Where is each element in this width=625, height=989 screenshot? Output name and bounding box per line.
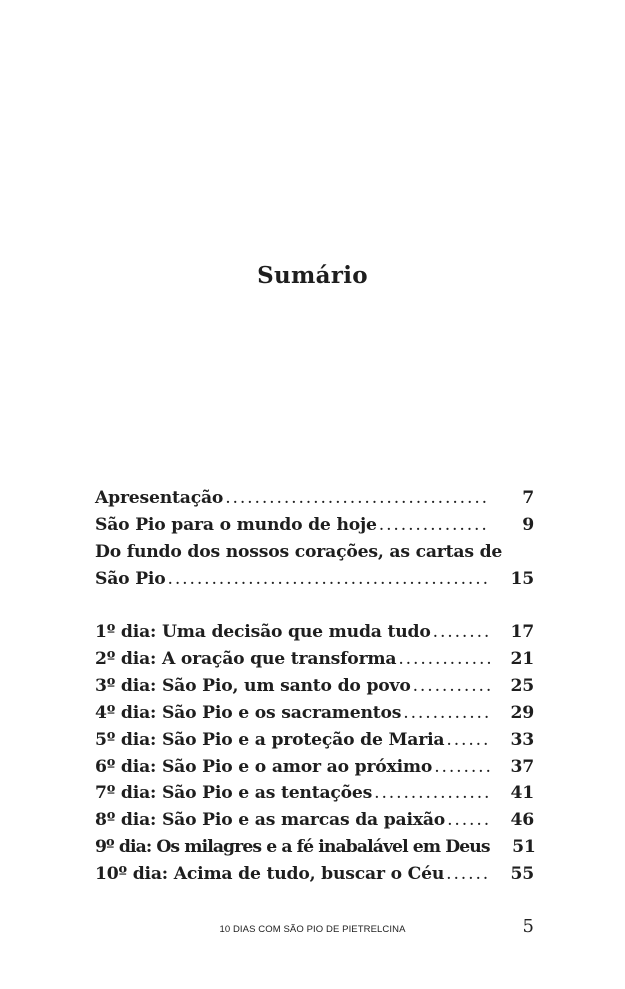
toc-entry bbox=[95, 807, 534, 834]
toc-leader-dots bbox=[446, 727, 490, 754]
toc-entry bbox=[95, 834, 534, 861]
toc-entry-page: 7 bbox=[522, 488, 534, 508]
page-footer bbox=[0, 916, 625, 941]
toc-entry-title: 6º dia: São Pio e o amor ao próximo bbox=[95, 756, 433, 777]
toc-entry-page: 37 bbox=[510, 756, 534, 777]
toc-leader-dots bbox=[433, 619, 490, 646]
toc-entry-title: Apresentação bbox=[95, 488, 224, 508]
toc-front-matter bbox=[95, 485, 534, 593]
toc-entry-title: 2º dia: A oração que transforma bbox=[95, 648, 397, 669]
toc-entry bbox=[95, 646, 534, 673]
toc-entry-title-line: Do fundo dos nossos corações, as cartas de bbox=[95, 541, 503, 562]
toc-entry-title: 1º dia: Uma decisão que muda tudo bbox=[95, 622, 431, 642]
toc-entry-title: 4º dia: São Pio e os sacramentos bbox=[95, 702, 402, 723]
toc-entry-page: 9 bbox=[522, 514, 534, 535]
toc-entry-title: 7º dia: São Pio e as tentações bbox=[95, 783, 373, 804]
toc-leader-dots bbox=[447, 807, 490, 834]
toc-entry bbox=[95, 727, 534, 754]
toc-entry bbox=[95, 754, 534, 781]
toc-entry bbox=[95, 566, 534, 593]
toc-entry bbox=[95, 700, 534, 727]
toc-entry-page: 25 bbox=[510, 675, 534, 696]
toc-leader-dots bbox=[225, 485, 490, 512]
toc-entry-page: 55 bbox=[510, 864, 534, 885]
toc-entry-title: São Pio para o mundo de hoje bbox=[95, 514, 377, 535]
toc-leader-dots bbox=[379, 512, 490, 539]
toc-entry bbox=[95, 673, 534, 700]
toc-leader-dots bbox=[413, 673, 490, 700]
toc-entry-page: 15 bbox=[510, 568, 534, 589]
toc-entry-page: 29 bbox=[510, 702, 534, 723]
running-title: 10 DIAS COM SÃO PIO DE PIETRELCINA bbox=[219, 924, 406, 935]
toc-entry-page: 41 bbox=[510, 783, 534, 804]
toc-entry-title: São Pio bbox=[95, 568, 166, 589]
page-title: Sumário bbox=[257, 262, 368, 289]
toc-leader-dots bbox=[434, 754, 490, 781]
toc-days bbox=[95, 619, 534, 888]
toc-leader-dots bbox=[446, 861, 490, 888]
toc-entry bbox=[95, 512, 534, 539]
toc-entry-title: 5º dia: São Pio e a proteção de Maria bbox=[95, 729, 445, 750]
toc-entry-title: 8º dia: São Pio e as marcas da paixão bbox=[95, 810, 446, 831]
toc-entry-title: 10º dia: Acima de tudo, buscar o Céu bbox=[95, 864, 445, 885]
toc-entry-page: 17 bbox=[510, 622, 534, 642]
toc-entry bbox=[95, 861, 534, 888]
toc-entry-title: 9º dia: Os milagres e a fé inabalável em Deus bbox=[95, 837, 490, 858]
page-number: 5 bbox=[522, 916, 534, 937]
toc-leader-dots bbox=[374, 780, 490, 807]
toc-leader-dots bbox=[403, 700, 490, 727]
toc-entry-page: 33 bbox=[510, 729, 534, 750]
toc-entry-title: 3º dia: São Pio, um santo do povo bbox=[95, 675, 411, 696]
toc-leader-dots bbox=[168, 566, 490, 593]
toc-entry bbox=[95, 780, 534, 807]
toc-entry-page: 51 bbox=[512, 837, 536, 858]
toc-entry bbox=[95, 619, 534, 646]
toc-entry bbox=[95, 485, 534, 512]
toc-leader-dots bbox=[398, 646, 490, 673]
toc-entry-page: 21 bbox=[510, 648, 534, 669]
toc-entry-page: 46 bbox=[510, 810, 534, 831]
